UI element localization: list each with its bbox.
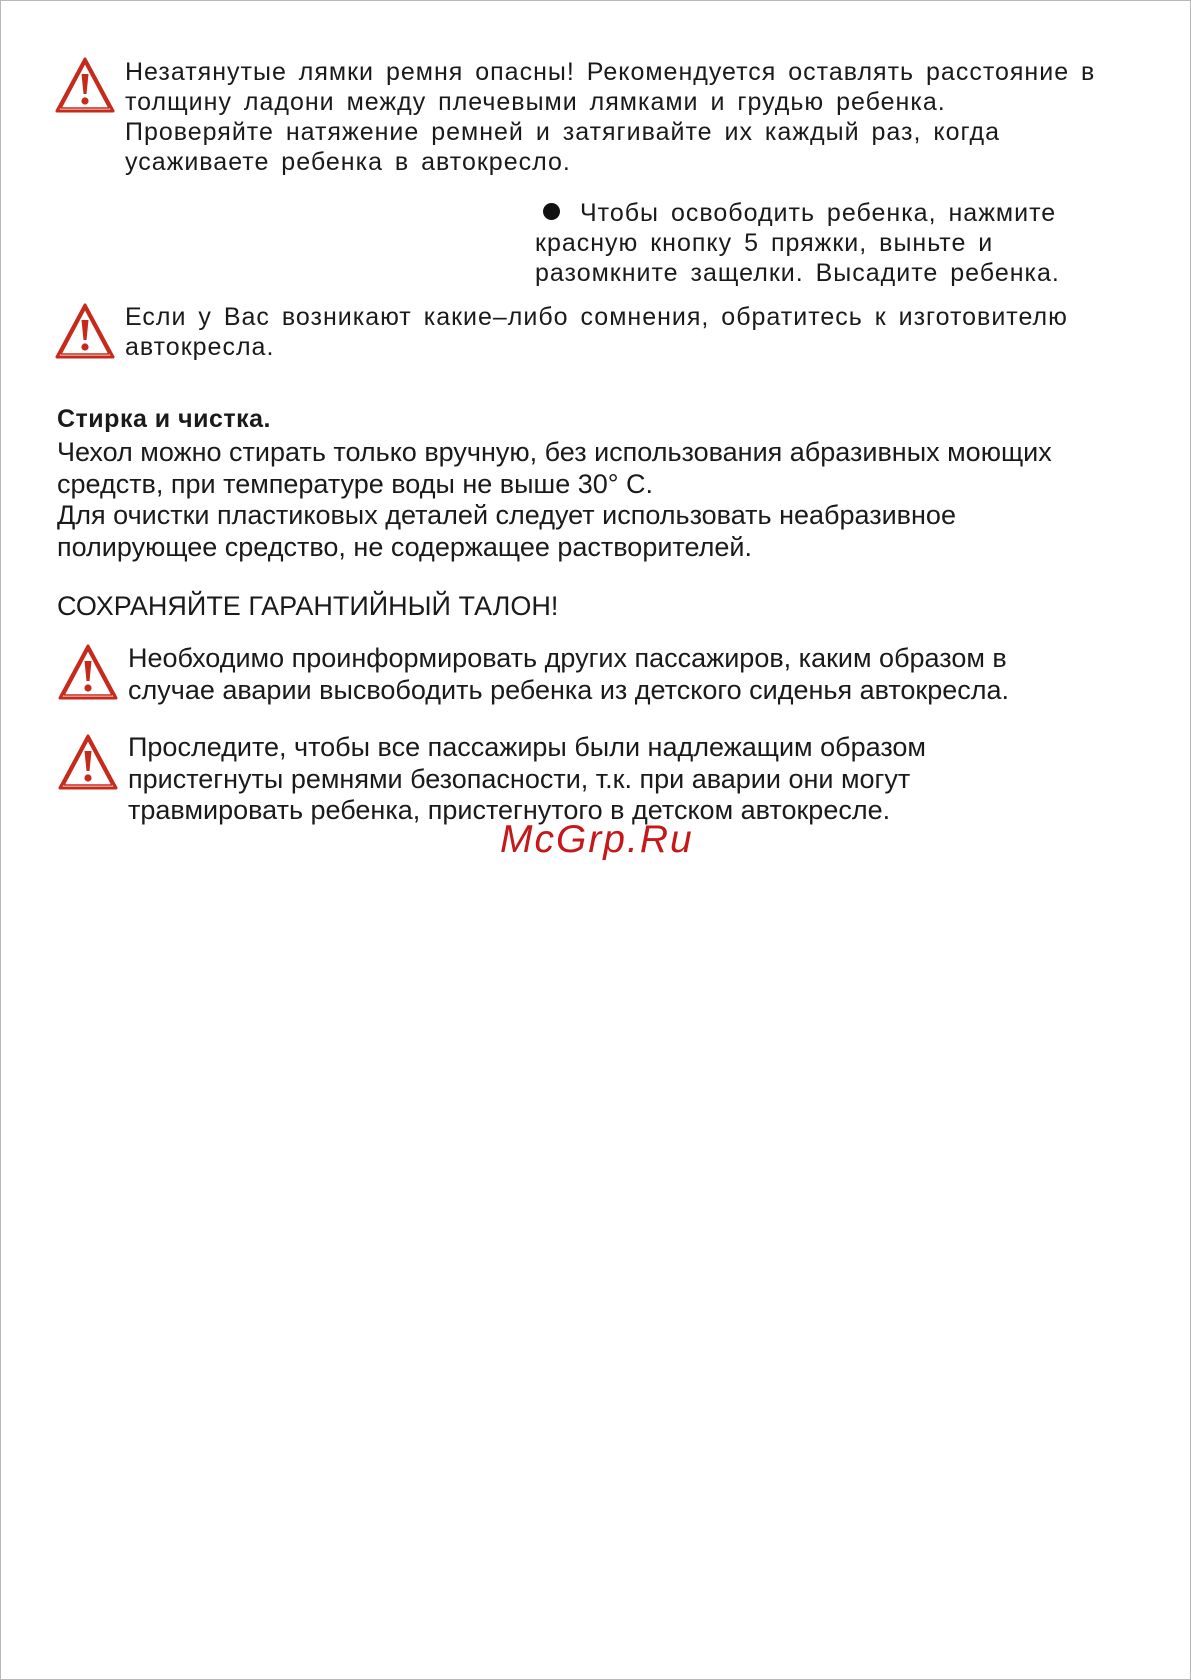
text-line: случае аварии высвободить ребенка из детского сиденья автокресла. — [128, 674, 1010, 705]
paragraph — [57, 500, 1157, 563]
warning-triangle-icon — [57, 643, 119, 701]
bullet-dot-icon — [543, 203, 560, 220]
text-line: Незатянутые лямки ремня опасны! Рекомендуется оставлять расстояние в — [125, 58, 1096, 86]
text-line: Необходимо проинформировать других пассажиров, каким образом в — [128, 643, 1007, 673]
text-line: травмировать ребенка, пристегнутого в детском автокресле. — [128, 795, 891, 825]
text-line: усаживаете ребенка в автокресло. — [125, 148, 571, 176]
text-line: полирующее средство, не содержащее растворителей. — [57, 531, 752, 562]
section-title-washing: Стирка и чистка. — [57, 405, 272, 433]
text-line: Проверяйте натяжение ремней и затягивайте их каждый раз, когда — [125, 118, 1001, 146]
text-line: пристегнуты ремнями безопасности, т.к. при аварии они могут — [128, 763, 911, 794]
guarantee-notice: СОХРАНЯЙТЕ ГАРАНТИЙНЫЙ ТАЛОН! — [57, 591, 559, 621]
text-line: средств, при температуре воды не выше 30° С. — [57, 468, 654, 499]
release-instruction — [535, 198, 1095, 288]
bullet-text: Чтобы освободить ребенка, нажмите — [580, 199, 1057, 227]
washing-instructions — [57, 437, 1157, 563]
text-line: разомкните защелки. Высадите ребенка. — [535, 259, 1060, 287]
warning-triangle-icon — [54, 302, 116, 360]
warning-inform-passengers-text — [128, 643, 1168, 706]
text-line: толщину ладони между плечевыми лямками и грудью ребенка. — [125, 88, 946, 116]
warning-triangle-icon — [54, 56, 116, 114]
warning-doubts-text — [125, 302, 1135, 362]
text-line: Для очистки пластиковых деталей следует использовать неабразивное — [57, 500, 956, 530]
text-line: Если у Вас возникают какие–либо сомнения, обратитесь к изготовителю — [125, 303, 1068, 331]
text-line: красную кнопку 5 пряжки, выньте и — [535, 229, 994, 257]
warning-seat-belt-text — [125, 57, 1135, 177]
warning-passengers-seatbelts-text — [128, 732, 1168, 827]
warning-triangle-icon — [57, 733, 119, 791]
text-line: Чехол можно стирать только вручную, без использования абразивных моющих — [57, 437, 1052, 467]
watermark: McGrp.Ru — [500, 818, 694, 861]
text-line — [535, 198, 1095, 228]
text-line: Проследите, чтобы все пассажиры были надлежащим образом — [128, 732, 926, 762]
paragraph — [57, 437, 1157, 500]
text-line: автокресла. — [125, 333, 275, 361]
